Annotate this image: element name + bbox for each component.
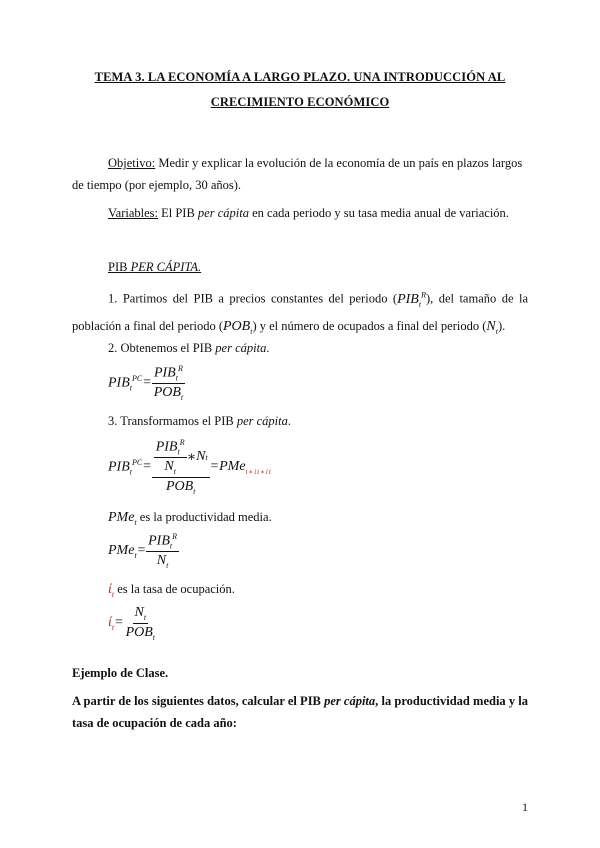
pib-real-symbol: $PIB_t^R$ [397,290,426,309]
step1-text-c: ) y el número de ocupados a final del periodo ( [252,319,487,334]
eq3-equals: = [136,543,147,559]
step2-end: . [266,341,270,355]
eq1-lhs: $PIB_t^{PC}$ [108,373,143,393]
section-heading-italic: PER CÁPITA. [130,260,202,274]
section-heading-plain: PIB [108,260,131,274]
step3-paragraph [72,410,528,432]
iota-note: $ί_t$ es la tasa de ocupación. [108,582,235,599]
variables-text-after: en cada periodo y su tasa media anual de variación. [248,206,509,220]
pob-symbol: $POB_t$ [223,319,253,337]
eq1-fraction: $\frac{PIB_t^R}{POB_t}$ [153,364,184,403]
pme-note: PMe$_t$ es la productividad media. [108,510,272,527]
step1-text-a: 1. Partimos del PIB a precios constantes del periodo ( [108,291,398,306]
example-question [72,690,528,734]
eq2-inner-fraction: $\frac{PIB_t^R}{N_t}$ [155,438,185,477]
step3-end: . [287,414,291,428]
step2-paragraph [72,337,528,359]
example-q-italic: per cápita [324,694,376,708]
pme-note-text: es la productividad media. [136,510,272,524]
equation-transform [108,438,272,496]
objetivo-text: Medir y explicar la evolución de la economía de un país en plazos largos de tiempo (por ejemplo, 30 años). [72,156,523,192]
step1-text-b: ), del tamaño de la población a final del periodo ( [72,291,529,334]
eq4-lhs: $ί_t$ [108,614,115,632]
equation-pib-pc [108,364,185,402]
page-number: 1 [522,800,528,814]
eq2-tail: t∗ίt∗ίt [245,467,272,476]
step1-paragraph [72,284,528,343]
eq4-equals: = [114,615,124,631]
step2-text: 2. Obtenemos el PIB [108,341,216,355]
example-q-after: , la productividad media y la tasa de ocupación de cada año: [72,694,528,730]
n-symbol: $N_t$ [486,319,498,337]
page-title-line1: TEMA 3. LA ECONOMÍA A LARGO PLAZO. UNA INTRODUCCIÓN AL [94,70,506,84]
eq3-lhs: PMe$_t$ [108,542,137,560]
example-q-before: A partir de los siguientes datos, calcular el PIB [72,694,325,708]
step2-italic: per cápita [215,341,267,355]
eq2-equals-2: = [209,459,220,475]
variables-label: Variables: [108,206,158,220]
page-title-line2: CRECIMIENTO ECONÓMICO [210,95,390,109]
eq2-rhs: PMe$_{t∗ίt∗ίt}$ [219,458,272,476]
step3-italic: per cápita [236,414,288,428]
eq1-equals: = [142,375,152,391]
variables-text-before: El PIB [157,206,198,220]
eq4-fraction: $\frac{N_t}{POB_t}$ [125,605,156,642]
eq2-lhs: $PIB_t^{PC}$ [108,457,143,477]
eq2-equals: = [142,459,152,475]
equation-pme [108,532,179,570]
objetivo-paragraph [72,152,528,196]
eq2-outer-fraction: $\frac{PIB_t^R}{N_t}$ ∗ N t $POB_t$ [152,438,210,496]
eq3-fraction: $\frac{PIB_t^R}{N_t}$ [148,532,178,571]
variables-paragraph [72,202,528,224]
iota-note-text: es la tasa de ocupación. [114,582,235,596]
objetivo-label: Objetivo: [108,156,156,170]
section-heading [72,256,528,278]
step1-text-d: ). [497,319,506,334]
equation-iota [108,605,157,642]
step3-text: 3. Transformamos el PIB [108,414,237,428]
variables-text-italic: per cápita [197,206,249,220]
example-heading: Ejemplo de Clase. [72,666,169,680]
